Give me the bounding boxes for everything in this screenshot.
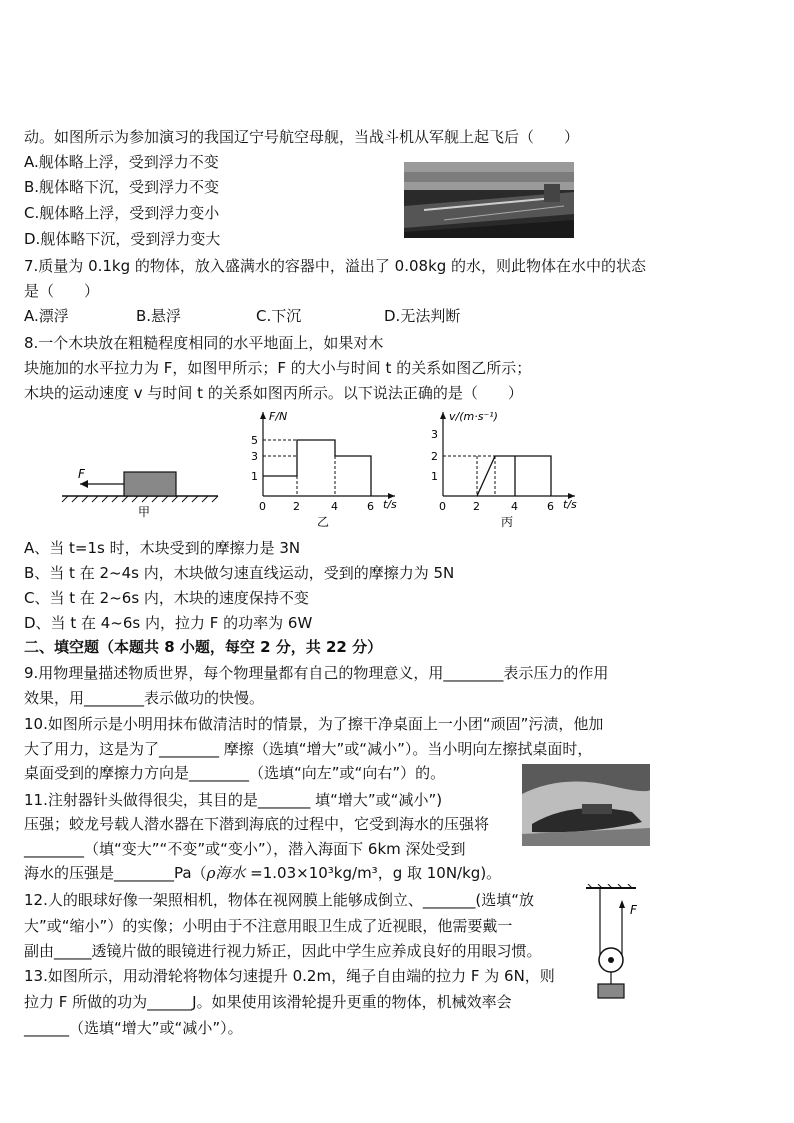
- x-axis-label: t/s: [383, 498, 397, 511]
- q8-stem-line1: 8.一个木块放在粗糙程度相同的水平地面上，如果对木: [24, 334, 384, 352]
- q7-option-c: C.下沉: [256, 307, 302, 325]
- pull-force-label: F: [630, 903, 637, 917]
- q12-line3: 副由_____透镜片做的眼镜进行视力矫正，因此中学生应养成良好的用眼习惯。: [24, 942, 542, 960]
- q6-stem: 动。如图所示为参加演习的我国辽宁号航空母舰，当战斗机从军舰上起飞后（ ）: [24, 128, 580, 146]
- q11-line4: [24, 863, 501, 883]
- q8-option-d: D、当 t 在 4~6s 内，拉力 F 的功率为 6W: [24, 614, 313, 632]
- q13-line1: 13.如图所示，用动滑轮将物体匀速提升 0.2m，绳子自由端的拉力 F 为 6N，则: [24, 967, 555, 985]
- q7-stem-line2: 是（ ）: [24, 282, 100, 300]
- submersible-photo: [522, 764, 650, 846]
- q10-line3: 桌面受到的摩擦力方向是________（选填“向左”或“向右”）的。: [24, 764, 446, 782]
- q8-option-a: A、当 t=1s 时，木块受到的摩擦力是 3N: [24, 539, 301, 557]
- x-tick-label: 4: [511, 500, 518, 513]
- q7-stem-line1: 7.质量为 0.1kg 的物体，放入盛满水的容器中，溢出了 0.08kg 的水，则此物体在水中的状态: [24, 257, 647, 275]
- x-tick-label: 2: [293, 500, 300, 513]
- y-tick-label: 3: [431, 428, 438, 441]
- q8-stem-line3: 木块的运动速度 v 与时间 t 的关系如图丙所示。以下说法正确的是（ ）: [24, 384, 523, 402]
- q7-option-b: B.悬浮: [136, 307, 182, 325]
- q12-line1: 12.人的眼球好像一架照相机，物体在视网膜上能够成倒立、_______(选填“放: [24, 891, 534, 909]
- q9-line2: 效果，用________表示做功的快慢。: [24, 689, 265, 707]
- pull-arrow: [619, 900, 625, 908]
- y-tick-label: 1: [251, 470, 258, 483]
- y-tick-label: 2: [431, 450, 438, 463]
- pulley-figure: [584, 884, 652, 1004]
- x-axis-label: t/s: [563, 498, 577, 511]
- y-tick-label: 1: [431, 470, 438, 483]
- x-tick-label: 0: [259, 500, 266, 513]
- q8-option-c: C、当 t 在 2~6s 内，木块的速度保持不变: [24, 589, 309, 607]
- q13-line3: ______（选填“增大”或“减小”）。: [24, 1019, 243, 1037]
- q6-option-a: A.舰体略上浮，受到浮力不变: [24, 153, 219, 171]
- chart-velocity-time: [425, 408, 585, 528]
- x-tick-label: 4: [331, 500, 338, 513]
- q13-line2: 拉力 F 所做的功为______J。如果使用该滑轮提升更重的物体，机械效率会: [24, 993, 512, 1011]
- q8-option-b: B、当 t 在 2~4s 内，木块做匀速直线运动，受到的摩擦力为 5N: [24, 564, 455, 582]
- wood-block: [124, 472, 176, 496]
- q11-line4-text: 海水的压强是________Pa（: [24, 864, 207, 882]
- y-axis-label: v/(m·s⁻¹): [449, 410, 498, 423]
- q11-line4-tail: =1.03×10³kg/m³，g 取 10N/kg)。: [245, 864, 502, 882]
- force-series: [263, 440, 371, 496]
- velocity-series: [477, 456, 551, 496]
- force-label: F: [78, 467, 85, 481]
- q10-line1: 10.如图所示是小明用抹布做清洁时的情景，为了擦干净桌面上一小团“顽固”污渍，他加: [24, 715, 604, 733]
- x-tick-label: 6: [367, 500, 374, 513]
- q6-option-d: D.舰体略下沉，受到浮力变大: [24, 230, 221, 248]
- aircraft-carrier-photo: [404, 162, 574, 238]
- q11-density-symbol: ρ海水: [206, 864, 246, 882]
- q6-option-c: C.舰体略上浮，受到浮力变小: [24, 204, 220, 222]
- q10-line2: 大了用力，这是为了________ 摩擦（选填“增大”或“减小”）。当小明向左擦拭桌面时，: [24, 740, 593, 758]
- y-tick-label: 5: [251, 434, 258, 447]
- y-axis-label: F/N: [269, 410, 288, 423]
- section-heading: 二、填空题（本题共 8 小题，每空 2 分，共 22 分）: [24, 638, 383, 656]
- figure-bing-label: 丙: [501, 515, 514, 528]
- force-arrow: [80, 480, 88, 488]
- q11-line1: 11.注射器针头做得很尖，其目的是_______ 填“增大”或“减小”): [24, 791, 443, 809]
- y-tick-label: 3: [251, 450, 258, 463]
- x-tick-label: 2: [473, 500, 480, 513]
- x-tick-label: 0: [439, 500, 446, 513]
- q12-line2: 大”或“缩小”）的实像；小明由于不注意用眼卫生成了近视眼，他需要戴一: [24, 917, 513, 935]
- q6-option-b: B.舰体略下沉，受到浮力不变: [24, 178, 220, 196]
- q11-line2: 压强；蛟龙号载人潜水器在下潜到海底的过程中，它受到海水的压强将: [24, 815, 490, 833]
- x-tick-label: 6: [547, 500, 554, 513]
- figure-jia: [58, 460, 228, 520]
- q8-stem-line2: 块施加的水平拉力为 F，如图甲所示；F 的大小与时间 t 的关系如图乙所示；: [24, 359, 532, 377]
- figure-yi-label: 乙: [317, 515, 330, 528]
- load-block: [598, 984, 624, 998]
- q9-line1: 9.用物理量描述物质世界，每个物理量都有自己的物理意义，用________表示压力的作用: [24, 664, 609, 682]
- q11-line3: ________（填“变大”“不变”或“变小”），潜入海面下 6km 深处受到: [24, 840, 466, 858]
- q7-option-a: A.漂浮: [24, 307, 69, 325]
- chart-force-time: [245, 408, 405, 528]
- figure-jia-label: 甲: [138, 505, 151, 519]
- q7-option-d: D.无法判断: [384, 307, 461, 325]
